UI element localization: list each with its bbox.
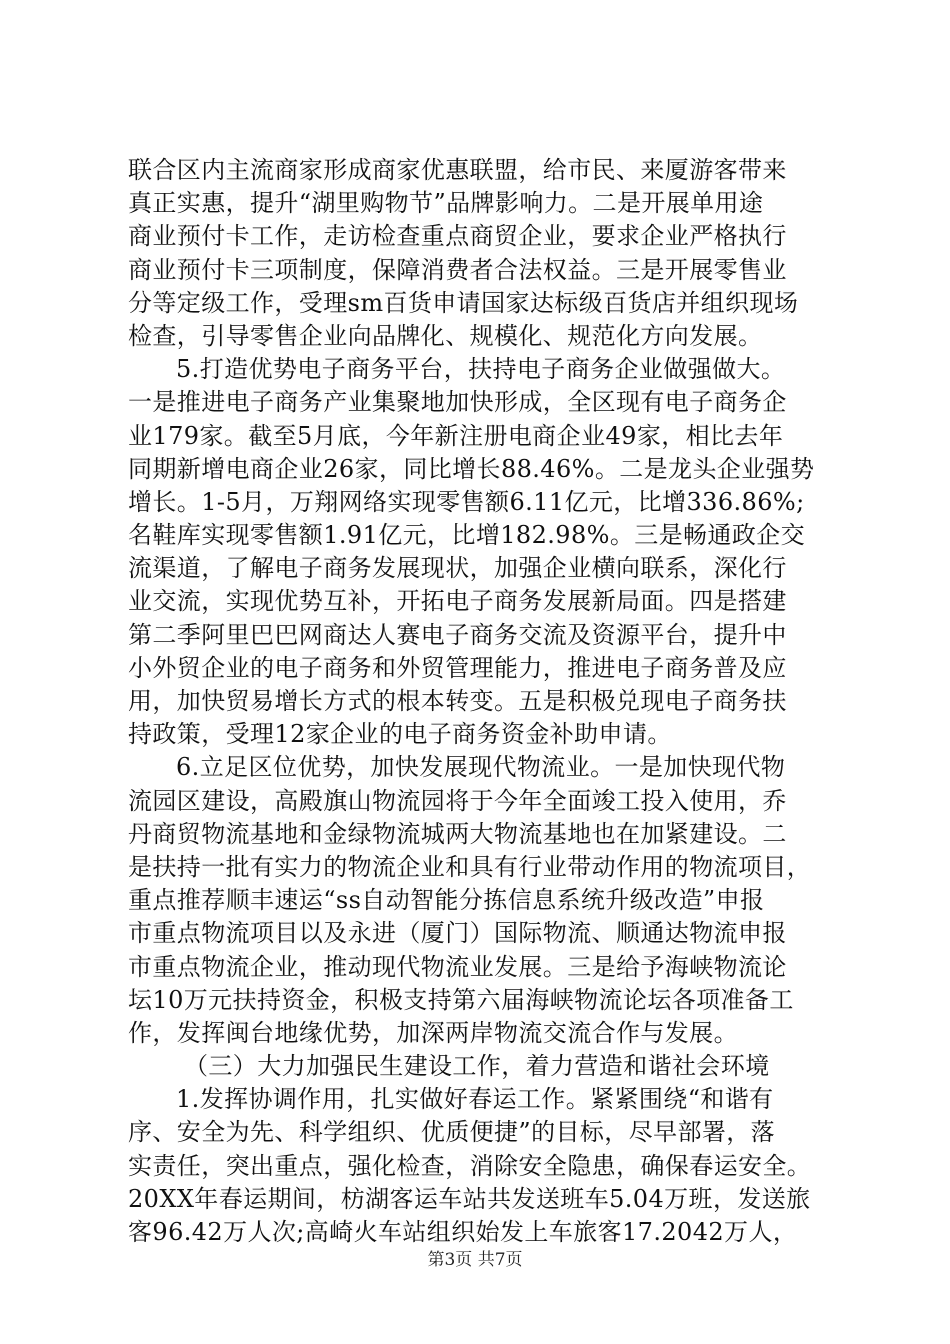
text-line: 商业预付卡三项制度，保障消费者合法权益。三是开展零售业	[128, 255, 787, 284]
paragraph-heading-1: 1.发挥协调作用，扎实做好春运工作。紧紧围绕“和谐有	[176, 1085, 774, 1114]
text-line: 小外贸企业的电子商务和外贸管理能力，推进电子商务普及应	[128, 653, 787, 682]
text-line: 业179家。截至5月底，今年新注册电商企业49家，相比去年	[128, 421, 784, 450]
page-number-footer: 第3页 共7页	[427, 1250, 523, 1270]
text-line: 作，发挥闽台地缘优势，加深两岸物流交流合作与发展。	[128, 1018, 738, 1047]
paragraph-heading-6: 6.立足区位优势，加快发展现代物流业。一是加快现代物	[176, 753, 786, 782]
text-line: 市重点物流企业，推动现代物流业发展。三是给予海峡物流论	[128, 952, 787, 981]
text-line: 是扶持一批有实力的物流企业和具有行业带动作用的物流项目，	[128, 852, 812, 881]
text-line: 20XX年春运期间，枋湖客运车站共发送班车5.04万班，发送旅	[128, 1184, 811, 1213]
text-line: 重点推荐顺丰速运“ss自动智能分拣信息系统升级改造”申报	[128, 886, 765, 915]
text-line: 市重点物流项目以及永进（厦门）国际物流、顺通达物流申报	[128, 919, 787, 948]
text-line: 坛10万元扶持资金，积极支持第六届海峡物流论坛各项准备工	[128, 985, 794, 1014]
text-line: 序、安全为先、科学组织、优质便捷”的目标，尽早部署，落	[128, 1118, 776, 1147]
text-line: 丹商贸物流基地和金绿物流城两大物流基地也在加紧建设。二	[128, 819, 787, 848]
paragraph-heading-5: 5.打造优势电子商务平台，扶持电子商务企业做强做大。	[176, 355, 786, 384]
text-line: 分等定级工作，受理sm百货申请国家达标级百货店并组织现场	[128, 288, 799, 317]
text-line: 同期新增电商企业26家，同比增长88.46%。二是龙头企业强势	[128, 454, 815, 483]
text-line: 一是推进电子商务产业集聚地加快形成，全区现有电子商务企	[128, 388, 787, 417]
text-line: 名鞋库实现零售额1.91亿元，比增182.98%。三是畅通政企交	[128, 521, 806, 550]
text-line: 增长。1-5月，万翔网络实现零售额6.11亿元，比增336.86%;	[128, 487, 805, 516]
text-line: 业交流，实现优势互补，开拓电子商务发展新局面。四是搭建	[128, 587, 787, 616]
text-line: 第二季阿里巴巴网商达人赛电子商务交流及资源平台，提升中	[128, 620, 787, 649]
text-line: 持政策，受理12家企业的电子商务资金补助申请。	[128, 720, 672, 749]
text-line: 真正实惠，提升“湖里购物节”品牌影响力。二是开展单用途	[128, 189, 764, 218]
text-line: 用，加快贸易增长方式的根本转变。五是积极兑现电子商务扶	[128, 687, 787, 715]
section-heading-3: （三）大力加强民生建设工作，着力营造和谐社会环境	[184, 1052, 770, 1081]
text-line: 联合区内主流商家形成商家优惠联盟，给市民、来厦游客带来	[128, 156, 787, 184]
text-line: 实责任，突出重点，强化检查，消除安全隐患，确保春运安全。	[128, 1151, 812, 1180]
text-line: 流园区建设，高殿旗山物流园将于今年全面竣工投入使用，乔	[128, 786, 787, 815]
document-body	[128, 154, 828, 1249]
text-line: 检查，引导零售企业向品牌化、规模化、规范化方向发展。	[128, 321, 763, 350]
text-line: 商业预付卡工作，走访检查重点商贸企业，要求企业严格执行	[128, 222, 787, 251]
text-line: 客96.42万人次;高崎火车站组织始发上车旅客17.2042万人，	[128, 1218, 798, 1246]
text-line: 流渠道，了解电子商务发展现状，加强企业横向联系，深化行	[128, 554, 787, 583]
